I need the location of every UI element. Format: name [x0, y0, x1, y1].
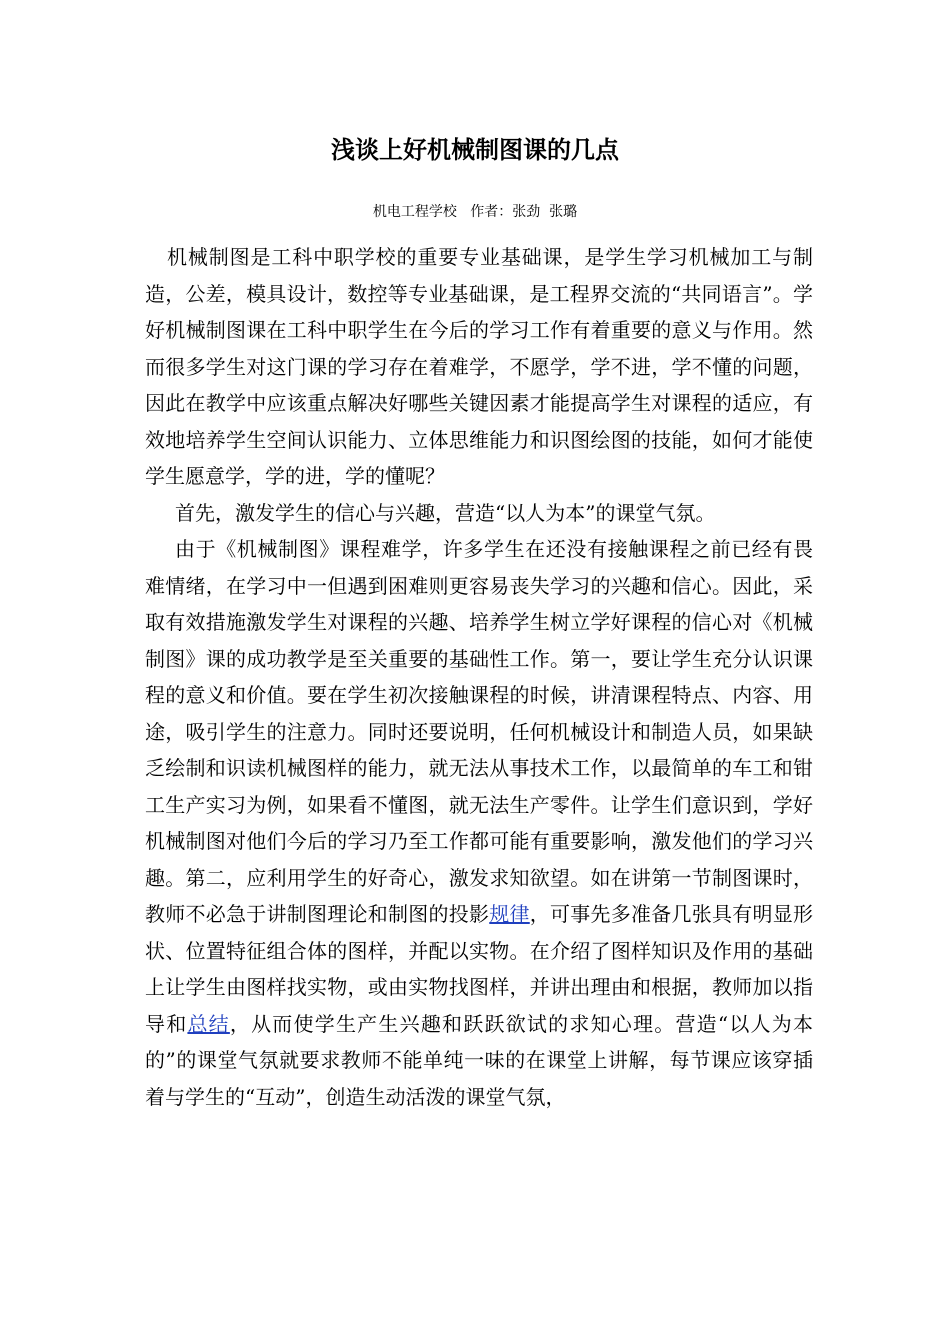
paragraph-text: ，从而使学生产生兴趣和跃跃欲试的求知心理。营造“以人为本的”的课堂气氛就要求教师不能单纯一味的在课堂上讲解，每节课应该穿插着与学生的“互动”，创造生动活泼的课堂气氛， — [145, 1011, 813, 1109]
body-paragraph — [145, 239, 813, 495]
body-paragraph — [145, 531, 813, 1115]
inline-link[interactable]: 规律 — [489, 902, 530, 926]
paragraph-text: 由于《机械制图》课程难学，许多学生在还没有接触课程之前已经有畏难情绪，在学习中一但遇到困难则更容易丧失学习的兴趣和信心。因此，采取有效措施激发学生对课程的兴趣、培养学生树立学好课程的信心对《机械制图》课的成功教学是至关重要的基础性工作。第一，要让学生充分认识课程的意义和价值。要在学生初次接触课程的时候，讲清课程特点、内容、用途，吸引学生的注意力。同时还要说明，任何机械设计和制造人员，如果缺乏绘制和识读机械图样的能力，就无法从事技术工作，以最简单的车工和钳工生产实习为例，如果看不懂图，就无法生产零件。让学生们意识到，学好机械制图对他们今后的学习乃至工作都可能有重要影响，激发他们的学习兴趣。第二，应利用学生的好奇心，激发求知欲望。如在讲第一节制图课时，教师不必急于讲制图理论和制图的投影 — [145, 537, 813, 926]
document-title: 浅谈上好机械制图课的几点 — [331, 135, 619, 164]
body-paragraph — [145, 495, 813, 532]
paragraph-text: 首先，激发学生的信心与兴趣，营造“以人为本”的课堂气氛。 — [175, 500, 716, 525]
author-byline: 机电工程学校 作者：张劲 张璐 — [372, 204, 578, 220]
paragraph-text: ，可事先多准备几张具有明显形状、位置特征组合体的图样，并配以实物。在介绍了图样知识及作用的基础上让学生由图样找实物，或由实物找图样，并讲出理由和根据，教师加以指导和 — [145, 902, 813, 1036]
inline-link[interactable]: 总结 — [187, 1011, 230, 1036]
paragraph-text: 机械制图是工科中职学校的重要专业基础课，是学生学习机械加工与制造，公差，模具设计，数控等专业基础课，是工程界交流的“共同语言”。学好机械制图课在工科中职学生在今后的学习工作有着重要的意义与作用。然而很多学生对这门课的学习存在着难学，不愿学，学不进，学不懂的问题，因此在教学中应该重点解决好哪些关键因素才能提高学生对课程的适应，有效地培养学生空间认识能力、立体思维能力和识图绘图的技能，如何才能使学生愿意学，学的进，学的懂呢？ — [145, 245, 813, 488]
document-body — [145, 239, 813, 1115]
